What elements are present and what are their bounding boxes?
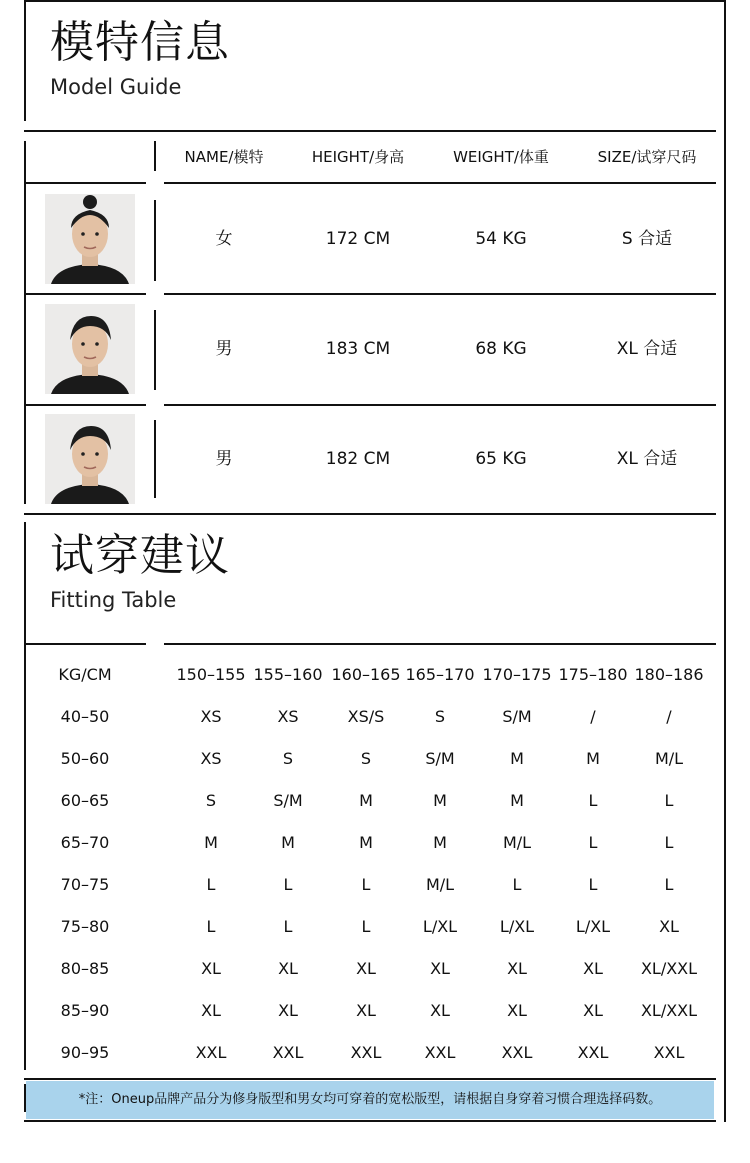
model-height: 182 CM [325, 449, 391, 469]
size-cell: XL [659, 917, 679, 936]
size-cell: M [433, 791, 447, 810]
size-cell: XXL [501, 1043, 533, 1062]
size-cell: XXL [195, 1043, 227, 1062]
size-cell: L [588, 833, 598, 852]
header-weight: WEIGHT/体重 [453, 148, 549, 166]
weight-range-label: 90–95 [60, 1043, 110, 1062]
fitting-section-title: 试穿建议 [50, 530, 230, 581]
size-cell: XL [356, 1001, 376, 1020]
row-divider-right [164, 182, 716, 184]
size-cell: XS [200, 749, 222, 768]
size-cell: L [283, 917, 293, 936]
size-cell: M [510, 791, 524, 810]
size-cell: XL/XXL [640, 959, 698, 978]
weight-range-label: 75–80 [60, 917, 110, 936]
size-cell: L [361, 917, 371, 936]
fitting-corner-label: KG/CM [58, 665, 112, 684]
height-range-header: 175–180 [558, 665, 628, 684]
size-cell: M [281, 833, 295, 852]
size-cell: XXL [653, 1043, 685, 1062]
row-divider-right [164, 404, 716, 406]
size-cell: XL [201, 1001, 221, 1020]
size-cell: L [664, 833, 674, 852]
height-range-header: 165–170 [405, 665, 475, 684]
model-section-title: 模特信息 [50, 17, 230, 68]
height-range-header: 160–165 [331, 665, 401, 684]
size-cell: L [283, 875, 293, 894]
size-cell: M [359, 791, 373, 810]
size-cell: XL [278, 1001, 298, 1020]
size-cell: S [205, 791, 217, 810]
size-cell: XL [507, 959, 527, 978]
height-range-header: 170–175 [482, 665, 552, 684]
row-divider-right [164, 293, 716, 295]
size-cell: XL [507, 1001, 527, 1020]
avatar-col-sep [154, 420, 156, 498]
weight-range-label: 40–50 [60, 707, 110, 726]
fitting-header-divider-right [164, 643, 716, 645]
weight-range-label: 80–85 [60, 959, 110, 978]
weight-range-label: 70–75 [60, 875, 110, 894]
model-height: 183 CM [325, 339, 391, 359]
avatar-col-sep [154, 200, 156, 281]
model-female-photo [45, 194, 135, 284]
size-cell: S [434, 707, 446, 726]
row-divider-left [24, 293, 146, 295]
size-cell: XXL [350, 1043, 382, 1062]
size-cell: XL/XXL [640, 1001, 698, 1020]
model-size: XL 合适 [616, 339, 678, 359]
note-banner: *注：Oneup品牌产品分为修身版型和男女均可穿着的宽松版型，请根据自身穿着习惯合理选择码数。 [26, 1081, 714, 1119]
left-rule-fitting [24, 522, 26, 1070]
height-range-header: 180–186 [634, 665, 704, 684]
model-weight: 68 KG [475, 339, 527, 359]
size-cell: M/L [654, 749, 684, 768]
divider-after-model-title [24, 130, 716, 132]
size-cell: L [664, 875, 674, 894]
weight-range-label: 65–70 [60, 833, 110, 852]
size-cell: M/L [502, 833, 532, 852]
size-cell: L [361, 875, 371, 894]
row-divider-left [24, 182, 146, 184]
model-section-subtitle: Model Guide [50, 75, 182, 99]
size-cell: XL [278, 959, 298, 978]
size-cell: L/XL [575, 917, 611, 936]
divider-before-fitting [24, 513, 716, 515]
left-rule-title [24, 0, 26, 121]
top-border [24, 0, 726, 2]
size-cell: M [204, 833, 218, 852]
size-cell: L [664, 791, 674, 810]
size-cell: S/M [502, 707, 532, 726]
size-cell: XL [583, 1001, 603, 1020]
size-cell: / [590, 707, 596, 726]
weight-range-label: 50–60 [60, 749, 110, 768]
size-cell: S/M [425, 749, 455, 768]
size-cell: XS/S [347, 707, 385, 726]
size-cell: L/XL [422, 917, 458, 936]
size-cell: XL [356, 959, 376, 978]
size-cell: M [586, 749, 600, 768]
size-cell: L [206, 875, 216, 894]
size-cell: S/M [273, 791, 303, 810]
model-gender: 女 [215, 229, 233, 249]
fitting-section-subtitle: Fitting Table [50, 588, 177, 612]
size-cell: M [359, 833, 373, 852]
height-range-header: 150–155 [176, 665, 246, 684]
model-size: XL 合适 [616, 449, 678, 469]
left-rule-model-table [24, 141, 26, 504]
size-cell: XL [201, 959, 221, 978]
model-gender: 男 [215, 449, 233, 469]
divider-before-note [24, 1078, 716, 1080]
size-cell: L [588, 875, 598, 894]
size-cell: M [433, 833, 447, 852]
size-cell: / [666, 707, 672, 726]
height-range-header: 155–160 [253, 665, 323, 684]
header-name: NAME/模特 [184, 148, 264, 166]
size-cell: XL [583, 959, 603, 978]
size-cell: XL [430, 1001, 450, 1020]
right-rule [724, 0, 726, 1122]
model-height: 172 CM [325, 229, 391, 249]
fitting-header-divider-left [24, 643, 146, 645]
size-cell: XS [200, 707, 222, 726]
size-cell: XXL [272, 1043, 304, 1062]
header-col-sep [154, 141, 156, 171]
model-gender: 男 [215, 339, 233, 359]
model-weight: 65 KG [475, 449, 527, 469]
size-cell: L/XL [499, 917, 535, 936]
bottom-border [24, 1120, 716, 1122]
model-male-photo [45, 304, 135, 394]
header-height: HEIGHT/身高 [311, 148, 405, 166]
size-cell: L [588, 791, 598, 810]
size-cell: S [282, 749, 294, 768]
model-size: S 合适 [621, 229, 673, 249]
size-cell: XXL [424, 1043, 456, 1062]
weight-range-label: 60–65 [60, 791, 110, 810]
size-cell: S [360, 749, 372, 768]
row-divider-left [24, 404, 146, 406]
avatar-col-sep [154, 310, 156, 390]
model-male-photo [45, 414, 135, 504]
header-size: SIZE/试穿尺码 [597, 148, 697, 166]
weight-range-label: 85–90 [60, 1001, 110, 1020]
size-cell: XXL [577, 1043, 609, 1062]
size-cell: XS [277, 707, 299, 726]
model-weight: 54 KG [475, 229, 527, 249]
size-cell: XL [430, 959, 450, 978]
size-cell: M [510, 749, 524, 768]
size-cell: M/L [425, 875, 455, 894]
size-cell: L [206, 917, 216, 936]
size-cell: L [512, 875, 522, 894]
